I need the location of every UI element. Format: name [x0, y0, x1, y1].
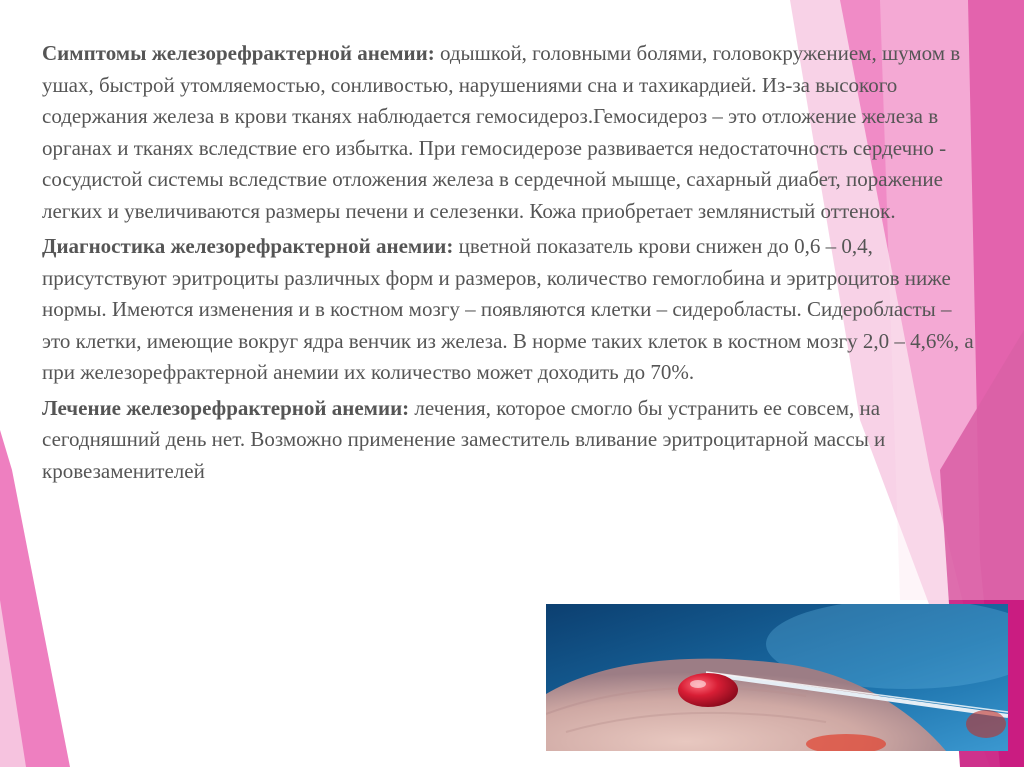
treatment-heading: Лечение железорефрактерной анемии: — [42, 395, 410, 420]
diagnostics-paragraph — [42, 231, 982, 389]
symptoms-body: одышкой, головными болями, головокружением, шумом в ушах, быстрой утомляемостью, сонливостью, нарушениями сна и тахикардией. Из-за высокого содержания железа в крови тканях наблюдается гемосидероз.Гемосидероз – это отложение железа в органах и тканях вследствие его избытка. При гемосидерозе развивается недостаточность сердечно - сосудистой системы вследствие отложения железа в сердечной мышце, сахарный диабет, поражение легких и увеличиваются размеры печени и селезенки. Кожа приобретает землянистый оттенок. — [42, 41, 961, 223]
treatment-paragraph — [42, 393, 982, 488]
symptoms-paragraph — [42, 38, 982, 227]
blood-drop-on-finger-photo-icon — [546, 604, 1008, 751]
treatment-body: лечения, которое смогло бы устранить ее совсем, на сегодняшний день нет. Возможно применение заместитель вливание эритроцитарной массы и кровезаменителей — [42, 395, 886, 483]
symptoms-heading: Симптомы железорефрактерной анемии: — [42, 41, 435, 65]
blood-drop-photo — [546, 604, 1008, 751]
content-text — [42, 38, 982, 491]
diagnostics-body: цветной показатель крови снижен до 0,6 – 0,4, присутствуют эритроциты различных форм и размеров, количество гемоглобина и эритроцитов ниже нормы. Имеются изменения и в костном мозгу – появляются клетки – сидеробласты. Сидеробласты – это клетки, имеющие вокруг ядра венчик из железа. В норме таких клеток в костном мозгу 2,0 – 4,6%, а при железорефрактерной анемии их количество может доходить до 70%. — [42, 234, 974, 384]
diagnostics-heading: Диагностика железорефрактерной анемии: — [42, 234, 454, 258]
